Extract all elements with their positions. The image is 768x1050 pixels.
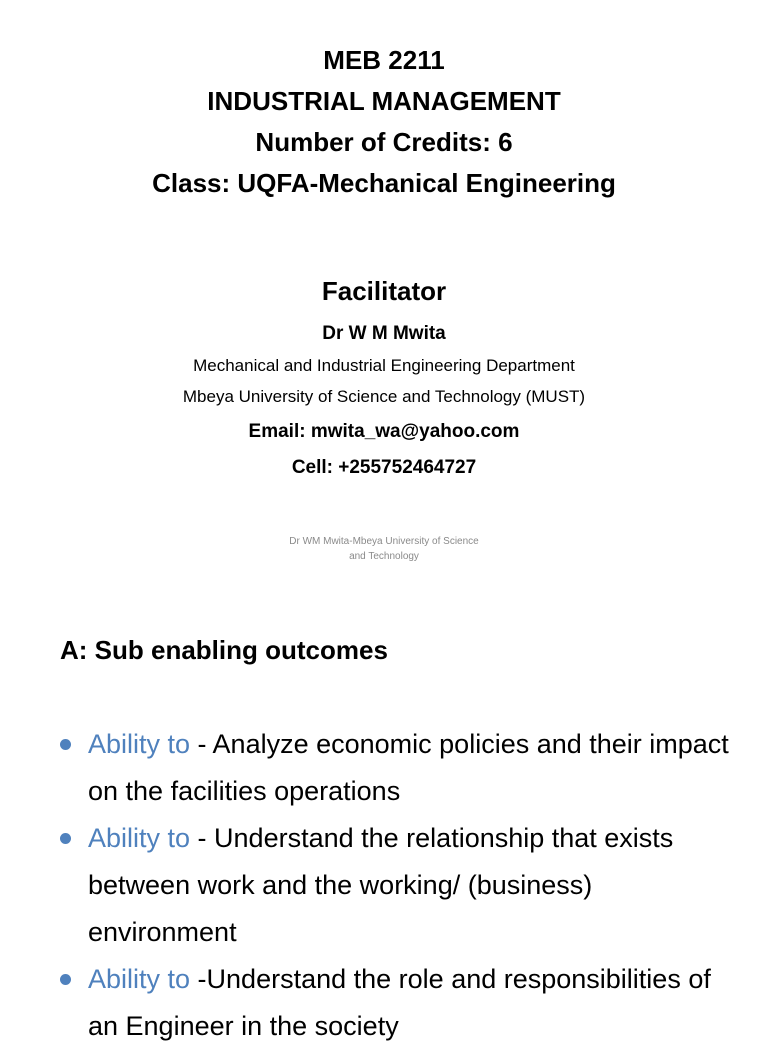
footer-line: and Technology [349, 551, 419, 562]
bullet-lead: Ability to [88, 823, 191, 853]
bullet-dot-icon [60, 833, 71, 844]
list-item [58, 721, 748, 815]
footer-line: Dr WM Mwita-Mbeya University of Science [289, 536, 479, 547]
bullet-lead: Ability to [88, 729, 191, 759]
course-name: INDUSTRIAL MANAGEMENT [207, 86, 561, 116]
course-class: Class: UQFA-Mechanical Engineering [152, 168, 616, 198]
outcomes-slide [0, 580, 768, 1041]
outcomes-list [58, 721, 748, 1050]
bullet-dot-icon [60, 739, 71, 750]
list-item [58, 815, 748, 956]
course-code: MEB 2211 [323, 45, 445, 75]
section-heading: A: Sub enabling outcomes [60, 635, 388, 665]
department-name: Mechanical and Industrial Engineering Department [193, 356, 575, 375]
course-title-block [0, 40, 768, 204]
bullet-text: -Understand the role and responsibilities of an Engineer in the society [88, 964, 711, 1041]
bullet-lead: Ability to [88, 964, 191, 994]
bullet-dot-icon [60, 974, 71, 985]
list-item [58, 956, 748, 1050]
course-credits: Number of Credits: 6 [255, 127, 513, 157]
facilitator-name: Dr W M Mwita [322, 323, 446, 344]
slide-footer [234, 534, 534, 564]
facilitator-label: Facilitator [321, 276, 447, 306]
contact-cell: Cell: +255752464727 [291, 457, 477, 478]
bullet-text: - Analyze economic policies and their impact on the facilities operations [88, 729, 729, 806]
university-name: Mbeya University of Science and Technology (MUST) [182, 387, 586, 406]
bullet-text: - Understand the relationship that exists between work and the working/ (business) environment [88, 823, 674, 947]
contact-email: Email: mwita_wa@yahoo.com [248, 421, 520, 442]
